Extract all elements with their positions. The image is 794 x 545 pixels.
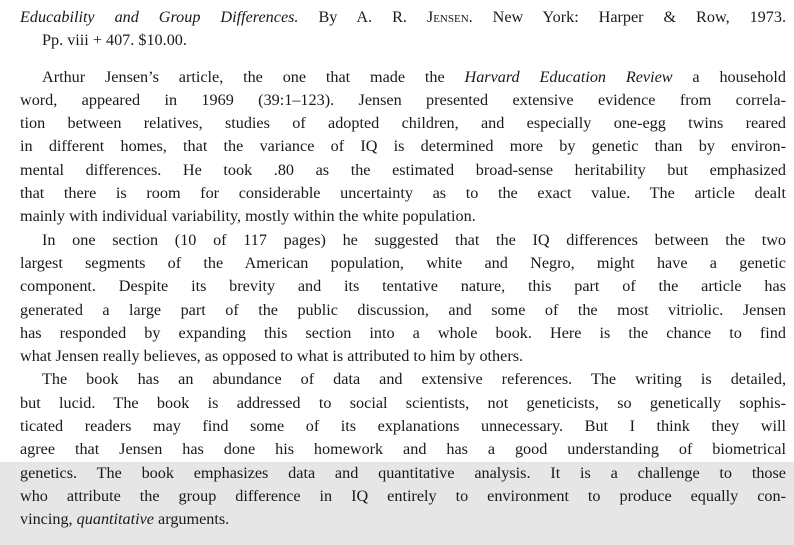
author-initials: A. R. [356,8,407,26]
text-line: mainly with individual variability, mostly within the white population. [20,207,476,226]
text-line: genetics. The book emphasizes data and quantitative analysis. It is a challenge to those [20,463,786,482]
text-line: who attribute the group difference in IQ entirely to environment to produce equally con- [20,486,786,505]
text-line: but lucid. The book is addressed to social scientists, not geneticists, so genetically sophis- [20,393,786,412]
book-review-page [20,6,786,532]
text-line: vincing, quantitative arguments. [20,510,230,529]
text-line: agree that Jensen has done his homework and has a good understanding of biometrical [20,440,786,459]
book-title: Educability and Group Differences. [20,8,299,26]
text-line: largest segments of the American population, white and Negro, might have a genetic [20,253,786,272]
text-line: component. Despite its brevity and its tentative nature, this part of the article has [20,277,786,296]
text-line: in different homes, that the variance of IQ is determined more by genetic than by environ- [20,137,786,156]
text-line: The book has an abundance of data and extensive references. The writing is detailed, [42,370,786,389]
text-line: has responded by expanding this section into a whole book. Here is the chance to find [20,323,786,342]
text-line: what Jensen really believes, as opposed to what is attributed to him by others. [20,347,524,366]
text-line: tion between relatives, studies of adopted children, and especially one-egg twins reared [20,114,786,133]
text-line: ticated readers may find some of its explanations unnecessary. But I think they will [20,417,786,436]
citation-line-1: Educability and Group Differences. By A. R. Jensen. New York: Harper & Row, 1973. [20,8,787,26]
author-surname: Jensen [426,8,469,26]
paragraph [20,66,786,229]
publisher-info: . New York: Harper & Row, 1973. [468,8,787,26]
italic-text: Harvard Education Review [464,67,673,86]
paragraph [20,368,786,531]
review-body [20,66,786,532]
citation-line-2: Pp. viii + 407. $10.00. [42,31,187,50]
paragraph [20,229,786,369]
text-line: In one section (10 of 117 pages) he suggested that the IQ differences between the two [42,230,786,249]
text-line: that there is room for considerable uncertainty as to the exact value. The article dealt [20,184,786,203]
citation [20,6,786,53]
text-line: mental differences. He took .80 as the estimated broad-sense heritability but emphasized [20,160,786,179]
text-line: Arthur Jensen’s article, the one that made the Harvard Education Review a household [42,67,786,86]
text-line: generated a large part of the public discussion, and some of the most vitriolic. Jensen [20,300,786,319]
text-line: word, appeared in 1969 (39:1–123). Jensen presented extensive evidence from correla- [20,90,786,109]
italic-text: quantitative [76,510,154,529]
